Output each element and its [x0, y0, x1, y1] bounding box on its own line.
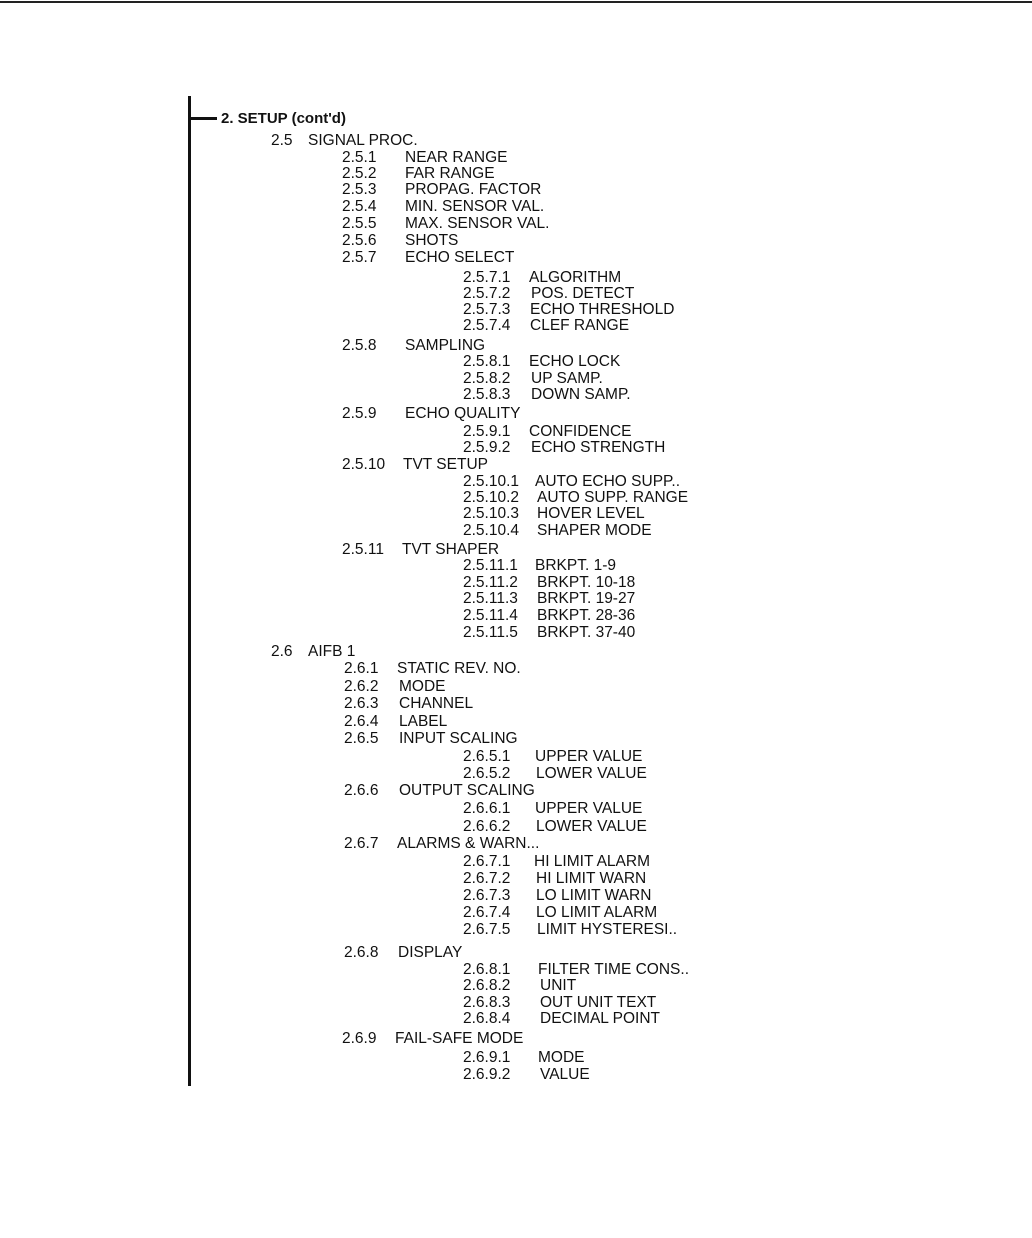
- menu-item-number: 2.6.9.1: [463, 1049, 511, 1066]
- menu-item-number: 2.5.8.1: [463, 353, 511, 370]
- menu-item-label: BRKPT. 37-40: [537, 624, 636, 641]
- menu-item-number: 2.6.7.4: [463, 904, 511, 921]
- menu-item-label: LABEL: [399, 713, 448, 730]
- menu-item-number: 2.6.7.5: [463, 921, 511, 938]
- menu-item-number: 2.6.8.4: [463, 1010, 511, 1027]
- menu-item-number: 2.5.9: [342, 405, 377, 422]
- menu-item-label: HI LIMIT ALARM: [534, 853, 650, 870]
- menu-item-number: 2.5.9.2: [463, 439, 511, 456]
- menu-item-label: STATIC REV. NO.: [397, 660, 521, 677]
- page-top-rule: [0, 1, 1032, 3]
- menu-item-label: FAR RANGE: [405, 165, 495, 182]
- menu-item-label: MODE: [399, 678, 446, 695]
- menu-item-number: 2.6.1: [344, 660, 379, 677]
- menu-item-number: 2.5: [271, 132, 293, 149]
- menu-item-number: 2.6.7.2: [463, 870, 511, 887]
- menu-item-number: 2.5.8: [342, 337, 377, 354]
- menu-item-number: 2.5.3: [342, 181, 377, 198]
- menu-item-label: SIGNAL PROC.: [308, 132, 418, 149]
- menu-item-label: OUT UNIT TEXT: [540, 994, 657, 1011]
- menu-item-number: 2.6.9: [342, 1030, 377, 1047]
- menu-item-label: DISPLAY: [398, 944, 463, 961]
- menu-item-number: 2.5.4: [342, 198, 377, 215]
- menu-item-number: 2.5.11.5: [463, 624, 518, 641]
- menu-item-label: FAIL-SAFE MODE: [395, 1030, 524, 1047]
- menu-item-label: CHANNEL: [399, 695, 474, 712]
- menu-item-number: 2.5.9.1: [463, 423, 511, 440]
- menu-title-text: 2. SETUP (cont'd): [221, 110, 346, 127]
- menu-item-number: 2.5.8.3: [463, 386, 511, 403]
- menu-item-number: 2.6.6: [344, 782, 379, 799]
- menu-item-label: NEAR RANGE: [405, 149, 508, 166]
- menu-item-label: DOWN SAMP.: [531, 386, 631, 403]
- menu-item-label: OUTPUT SCALING: [399, 782, 535, 799]
- menu-item-label: UNIT: [540, 977, 577, 994]
- menu-item-number: 2.5.10.1: [463, 473, 520, 490]
- menu-item-label: UP SAMP.: [531, 370, 603, 387]
- menu-item-number: 2.6.5.2: [463, 765, 511, 782]
- menu-item-number: 2.6.9.2: [463, 1066, 511, 1083]
- menu-item-number: 2.5.7.4: [463, 317, 511, 334]
- menu-item-label: LOWER VALUE: [536, 818, 647, 835]
- menu-item-label: AUTO ECHO SUPP..: [535, 473, 680, 490]
- tree-branch-line: [191, 117, 217, 120]
- menu-item-label: POS. DETECT: [531, 285, 635, 302]
- menu-item-number: 2.5.11: [342, 541, 384, 558]
- menu-item-number: 2.6.7.1: [463, 853, 511, 870]
- menu-item-number: 2.6.8.3: [463, 994, 511, 1011]
- menu-item-label: PROPAG. FACTOR: [405, 181, 542, 198]
- menu-item-number: 2.5.7.3: [463, 301, 511, 318]
- menu-item-label: LIMIT HYSTERESI..: [537, 921, 678, 938]
- menu-item-number: 2.5.7.2: [463, 285, 511, 302]
- menu-item-label: BRKPT. 19-27: [537, 590, 636, 607]
- menu-item-number: 2.6.5: [344, 730, 379, 747]
- menu-item-number: 2.5.11.2: [463, 574, 518, 591]
- menu-item-label: CONFIDENCE: [529, 423, 632, 440]
- menu-item-label: ALARMS & WARN...: [397, 835, 540, 852]
- menu-item-label: ECHO QUALITY: [405, 405, 521, 422]
- menu-item-label: MIN. SENSOR VAL.: [405, 198, 545, 215]
- menu-item-number: 2.5.11.4: [463, 607, 518, 624]
- menu-item-label: UPPER VALUE: [535, 800, 643, 817]
- menu-item-label: AIFB 1: [308, 643, 356, 660]
- menu-item-number: 2.6.8.1: [463, 961, 511, 978]
- menu-item-number: 2.6.8: [344, 944, 379, 961]
- menu-item-label: LO LIMIT WARN: [536, 887, 652, 904]
- menu-item-label: ECHO LOCK: [529, 353, 621, 370]
- menu-item-number: 2.5.5: [342, 215, 377, 232]
- menu-item-label: UPPER VALUE: [535, 748, 643, 765]
- menu-item-label: SHAPER MODE: [537, 522, 652, 539]
- menu-item-label: VALUE: [540, 1066, 590, 1083]
- menu-item-number: 2.5.10.4: [463, 522, 520, 539]
- menu-item-label: LOWER VALUE: [536, 765, 647, 782]
- menu-item-number: 2.6.7.3: [463, 887, 511, 904]
- menu-item-number: 2.6.3: [344, 695, 379, 712]
- menu-item-label: INPUT SCALING: [399, 730, 518, 747]
- menu-item-label: FILTER TIME CONS..: [538, 961, 689, 978]
- menu-item-number: 2.5.10.3: [463, 505, 520, 522]
- tree-vertical-line: [188, 96, 191, 1086]
- menu-item-number: 2.5.10.2: [463, 489, 520, 506]
- menu-item-label: ALGORITHM: [529, 269, 622, 286]
- menu-item-number: 2.5.11.1: [463, 557, 518, 574]
- menu-item-label: LO LIMIT ALARM: [536, 904, 658, 921]
- menu-item-number: 2.6.6.2: [463, 818, 511, 835]
- menu-item-label: SHOTS: [405, 232, 459, 249]
- menu-item-number: 2.6.5.1: [463, 748, 511, 765]
- menu-item-label: CLEF RANGE: [530, 317, 630, 334]
- menu-item-label: BRKPT. 1-9: [535, 557, 616, 574]
- menu-item-label: TVT SETUP: [403, 456, 488, 473]
- menu-item-number: 2.6.4: [344, 713, 379, 730]
- menu-item-label: SAMPLING: [405, 337, 486, 354]
- menu-item-number: 2.5.2: [342, 165, 377, 182]
- menu-item-label: BRKPT. 10-18: [537, 574, 636, 591]
- menu-item-label: HOVER LEVEL: [537, 505, 645, 522]
- menu-item-label: BRKPT. 28-36: [537, 607, 636, 624]
- menu-item-number: 2.6.2: [344, 678, 379, 695]
- menu-item-number: 2.5.8.2: [463, 370, 511, 387]
- menu-item-number: 2.6: [271, 643, 293, 660]
- menu-item-label: MAX. SENSOR VAL.: [405, 215, 550, 232]
- menu-item-number: 2.5.1: [342, 149, 377, 166]
- menu-item-number: 2.5.6: [342, 232, 377, 249]
- menu-item-number: 2.6.8.2: [463, 977, 511, 994]
- menu-item-number: 2.6.6.1: [463, 800, 511, 817]
- menu-item-label: ECHO THRESHOLD: [530, 301, 675, 318]
- menu-item-number: 2.6.7: [344, 835, 379, 852]
- menu-item-number: 2.5.10: [342, 456, 386, 473]
- menu-item-label: ECHO STRENGTH: [531, 439, 666, 456]
- menu-item-label: DECIMAL POINT: [540, 1010, 660, 1027]
- menu-item-number: 2.5.7.1: [463, 269, 511, 286]
- menu-item-label: TVT SHAPER: [402, 541, 500, 558]
- menu-item-label: HI LIMIT WARN: [536, 870, 647, 887]
- menu-item-label: AUTO SUPP. RANGE: [537, 489, 689, 506]
- menu-item-number: 2.5.7: [342, 249, 377, 266]
- menu-item-label: ECHO SELECT: [405, 249, 515, 266]
- menu-item-number: 2.5.11.3: [463, 590, 518, 607]
- menu-item-label: MODE: [538, 1049, 585, 1066]
